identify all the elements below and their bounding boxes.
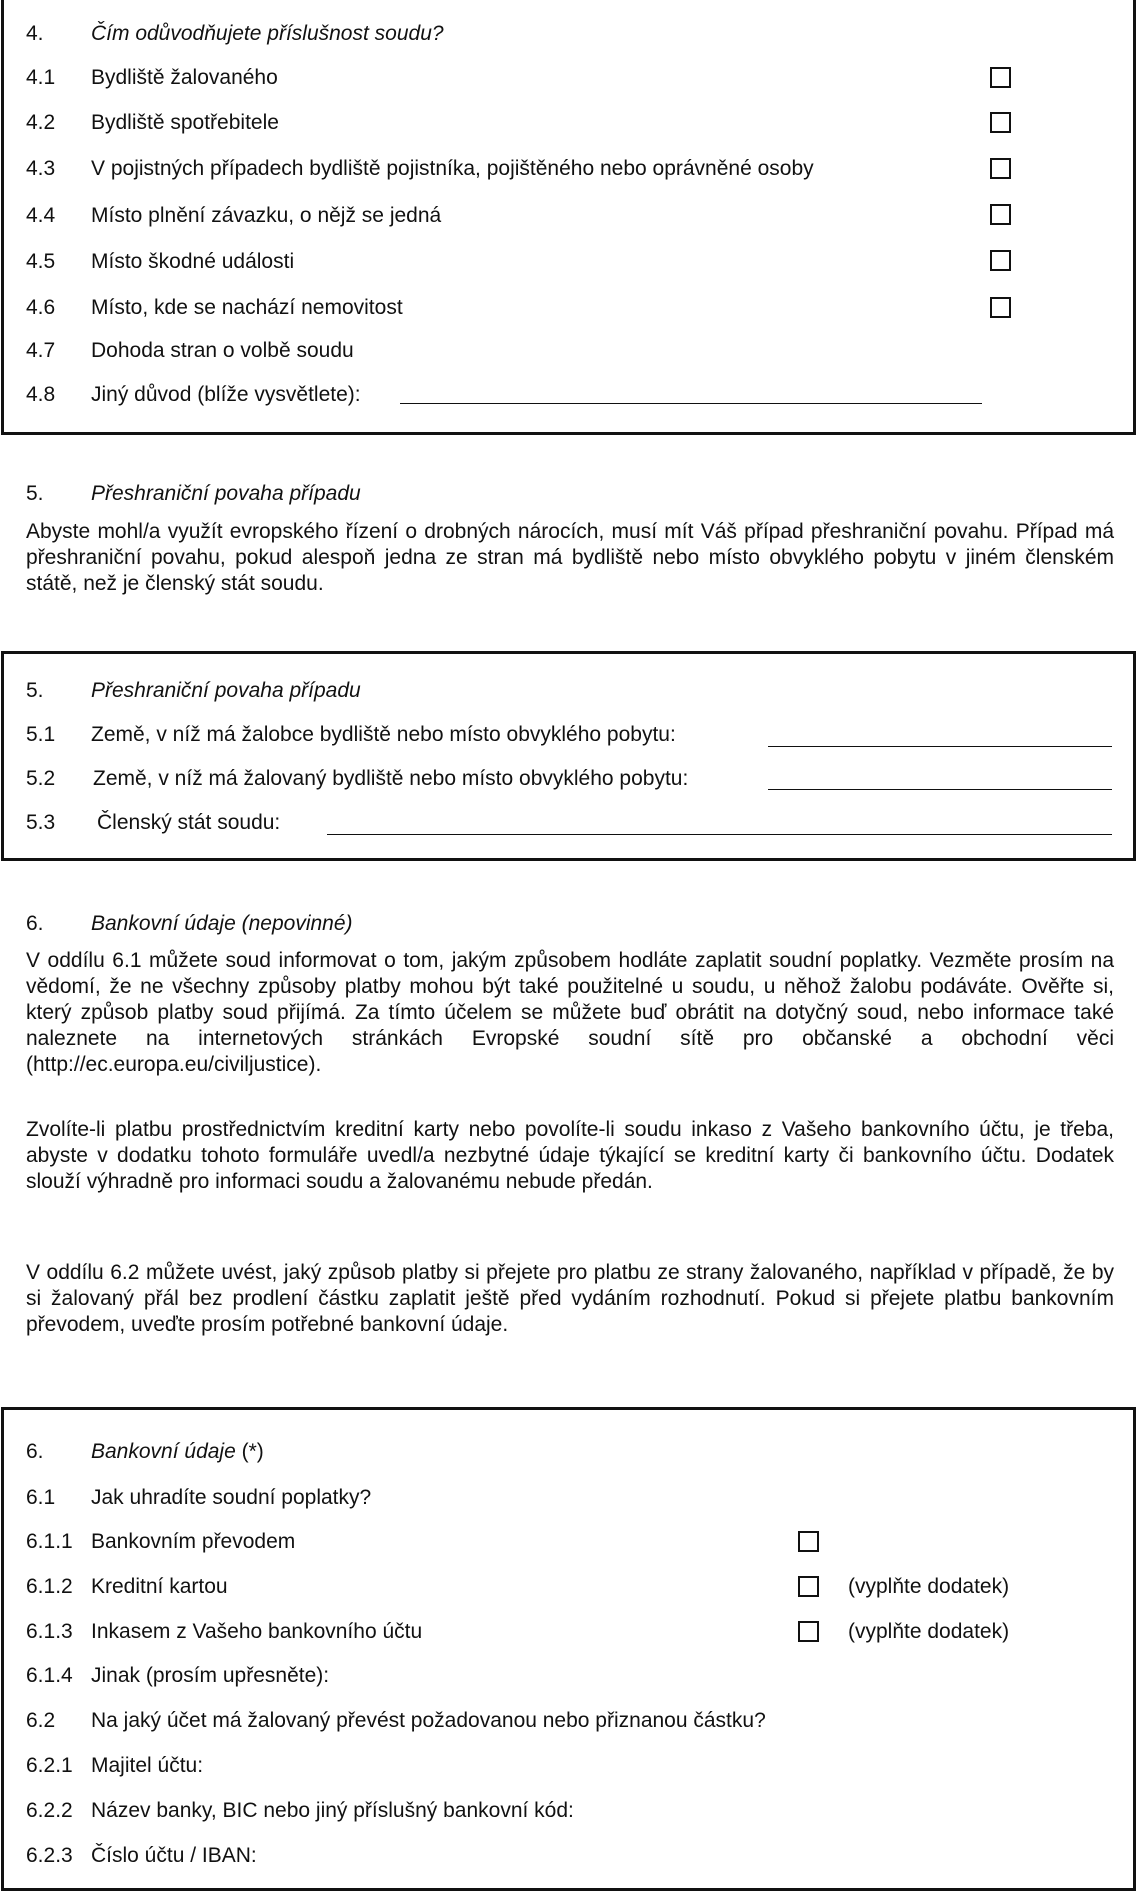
section-6-title-suffix: (*) xyxy=(241,1440,264,1463)
option-6-1-2-label: Kreditní kartou xyxy=(91,1575,228,1598)
checkbox-4-6[interactable] xyxy=(990,297,1011,318)
item-4-7-label: Dohoda stran o volbě soudu xyxy=(91,339,354,362)
checkbox-4-4[interactable] xyxy=(990,204,1011,225)
section-5-info-number: 5. xyxy=(26,482,44,505)
option-6-1-3-note: (vyplňte dodatek) xyxy=(848,1620,1010,1643)
option-6-1-2-number: 6.1.2 xyxy=(26,1575,73,1598)
option-6-1-4-label: Jinak (prosím upřesněte): xyxy=(91,1664,330,1687)
field-6-2-3-label: Číslo účtu / IBAN: xyxy=(91,1844,257,1867)
item-4-6-label: Místo, kde se nachází nemovitost xyxy=(91,296,403,319)
section-6-info-paragraph-2: Zvolíte-li platbu prostřednictvím kreditní karty nebo povolíte-li soudu inkaso z Vašeho bankovního účtu, je třeba, abyste v dodatku tohoto formuláře uvedl/a nezbytné údaje týkající se kreditní karty či bankovního účtu. Dodatek slouží výhradně pro informaci soudu a žalovanému nebude předán. xyxy=(26,1118,1114,1193)
section-6-info-number: 6. xyxy=(26,912,44,935)
field-6-2-1-number: 6.2.1 xyxy=(26,1754,73,1777)
item-5-3-number: 5.3 xyxy=(26,811,56,834)
section-4-number: 4. xyxy=(26,22,44,45)
q-6-2-label: Na jaký účet má žalovaný převést požadovanou nebo přiznanou částku? xyxy=(91,1709,766,1732)
option-6-1-2-note: (vyplňte dodatek) xyxy=(848,1575,1010,1598)
field-6-2-2-number: 6.2.2 xyxy=(26,1799,73,1822)
field-5-1-claimant-country[interactable] xyxy=(768,746,1112,747)
q-6-1-number: 6.1 xyxy=(26,1486,56,1509)
item-5-2-label: Země, v níž má žalovaný bydliště nebo místo obvyklého pobytu: xyxy=(93,767,689,790)
checkbox-4-2[interactable] xyxy=(990,112,1011,133)
option-6-1-1-number: 6.1.1 xyxy=(26,1530,73,1553)
section-4-title: Čím odůvodňujete příslušnost soudu? xyxy=(91,22,444,45)
item-4-1-number: 4.1 xyxy=(26,66,56,89)
section-5-title: Přeshraniční povaha případu xyxy=(91,679,361,702)
option-6-1-3-label: Inkasem z Vašeho bankovního účtu xyxy=(91,1620,423,1643)
item-4-5-label: Místo škodné události xyxy=(91,250,295,273)
item-4-5-number: 4.5 xyxy=(26,250,56,273)
section-6-info-title: Bankovní údaje (nepovinné) xyxy=(91,912,353,935)
item-4-4-number: 4.4 xyxy=(26,204,56,227)
item-4-7-number: 4.7 xyxy=(26,339,56,362)
item-4-2-label: Bydliště spotřebitele xyxy=(91,111,279,134)
section-6-title-text: Bankovní údaje xyxy=(91,1440,236,1463)
checkbox-4-3[interactable] xyxy=(990,158,1011,179)
item-4-8-label: Jiný důvod (blíže vysvětlete): xyxy=(91,383,361,406)
item-4-1-label: Bydliště žalovaného xyxy=(91,66,278,89)
field-5-3-court-state[interactable] xyxy=(327,834,1112,835)
section-5-number: 5. xyxy=(26,679,44,702)
option-6-1-1-label: Bankovním převodem xyxy=(91,1530,296,1553)
item-4-4-label: Místo plnění závazku, o nějž se jedná xyxy=(91,204,442,227)
checkbox-6-1-1[interactable] xyxy=(798,1531,819,1552)
section-6-title xyxy=(91,1440,264,1464)
q-6-2-number: 6.2 xyxy=(26,1709,56,1732)
option-6-1-3-number: 6.1.3 xyxy=(26,1620,73,1643)
item-5-3-label: Členský stát soudu: xyxy=(97,811,281,834)
field-5-2-defendant-country[interactable] xyxy=(768,789,1112,790)
field-4-8-other-reason[interactable] xyxy=(400,403,982,404)
checkbox-6-1-2[interactable] xyxy=(798,1576,819,1597)
section-5-info-title: Přeshraniční povaha případu xyxy=(91,482,361,505)
section-5-info-paragraph: Abyste mohl/a využít evropského řízení o drobných nárocích, musí mít Váš případ přeshraniční povahu. Případ má přeshraniční povahu, pokud alespoň jedna ze stran má bydliště nebo místo obvyklého pobytu v jiném členském státě, než je členský stát soudu. xyxy=(26,520,1114,595)
item-4-3-label: V pojistných případech bydliště pojistníka, pojištěného nebo oprávněné osoby xyxy=(91,157,814,180)
item-4-8-number: 4.8 xyxy=(26,383,56,406)
item-5-1-number: 5.1 xyxy=(26,723,56,746)
section-6-info-paragraph-1: V oddílu 6.1 můžete soud informovat o tom, jakým způsobem hodláte zaplatit soudní poplatky. Vezměte prosím na vědomí, že ne všechny způsoby platby mohou být také použitelné u soudu, u něhož žalobu podáváte. Ověřte si, který způsob platby soud přijímá. Za tímto účelem se můžete buď obrátit na dotyčný soud, nebo informace také naleznete na internetových stránkách Evropské soudní sítě pro občanské a obchodní věci (http://ec.europa.eu/civiljustice). xyxy=(26,949,1114,1076)
q-6-1-label: Jak uhradíte soudní poplatky? xyxy=(91,1486,372,1509)
item-5-2-number: 5.2 xyxy=(26,767,56,790)
item-4-6-number: 4.6 xyxy=(26,296,56,319)
item-4-3-number: 4.3 xyxy=(26,157,56,180)
checkbox-6-1-3[interactable] xyxy=(798,1621,819,1642)
option-6-1-4-number: 6.1.4 xyxy=(26,1664,73,1687)
field-6-2-2-label: Název banky, BIC nebo jiný příslušný bankovní kód: xyxy=(91,1799,574,1822)
field-6-2-3-number: 6.2.3 xyxy=(26,1844,73,1867)
checkbox-4-5[interactable] xyxy=(990,250,1011,271)
item-4-2-number: 4.2 xyxy=(26,111,56,134)
section-6-number: 6. xyxy=(26,1440,44,1463)
section-6-info-paragraph-3: V oddílu 6.2 můžete uvést, jaký způsob platby si přejete pro platbu ze strany žalovaného, například v případě, že by si žalovaný přál bez prodlení částku zaplatit ještě před vydáním rozhodnutí. Pokud si přejete platbu bankovním převodem, uveďte prosím potřebné bankovní údaje. xyxy=(26,1261,1114,1336)
field-6-2-1-label: Majitel účtu: xyxy=(91,1754,204,1777)
item-5-1-label: Země, v níž má žalobce bydliště nebo místo obvyklého pobytu: xyxy=(91,723,676,746)
checkbox-4-1[interactable] xyxy=(990,67,1011,88)
